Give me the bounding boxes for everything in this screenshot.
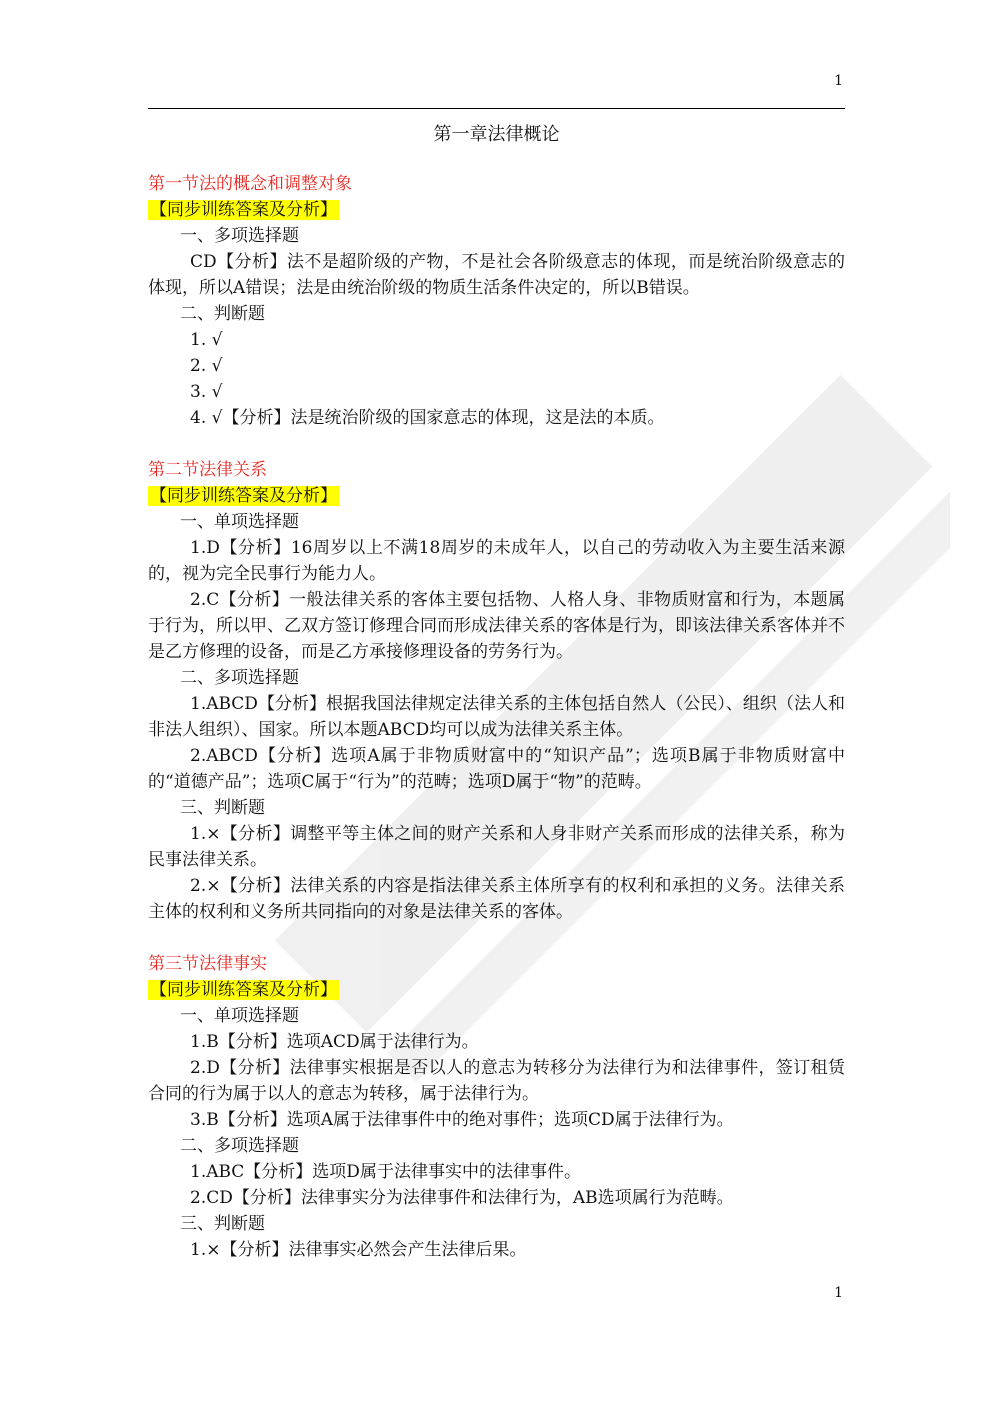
answer-paragraph: 2.×【分析】法律关系的内容是指法律关系主体所享有的权利和承担的义务。法律关系主体的权利和义务所共同指向的对象是法律关系的客体。 bbox=[148, 876, 845, 922]
answer-paragraph: 1.ABC【分析】选项D属于法律事实中的法律事件。 bbox=[190, 1162, 581, 1182]
answer-paragraph: 1.×【分析】法律事实必然会产生法律后果。 bbox=[190, 1240, 527, 1260]
section-title: 第三节法律事实 bbox=[148, 954, 267, 974]
answer-paragraph: 1.ABCD【分析】根据我国法律规定法律关系的主体包括自然人（公民）、组织（法人和非法人组织）、国家。所以本题ABCD均可以成为法律关系主体。 bbox=[148, 694, 845, 740]
question-type-heading: 一、单项选择题 bbox=[180, 1006, 299, 1026]
header-rule bbox=[148, 108, 845, 109]
answer-item: 2. √ bbox=[190, 356, 223, 376]
document-body bbox=[148, 171, 845, 1263]
section-3 bbox=[148, 951, 845, 1263]
section-title: 第一节法的概念和调整对象 bbox=[148, 174, 352, 194]
answer-tag: 【同步训练答案及分析】 bbox=[150, 486, 337, 506]
answer-paragraph: CD【分析】法不是超阶级的产物，不是社会各阶级意志的体现，而是统治阶级意志的体现，所以A错误；法是由统治阶级的物质生活条件决定的，所以B错误。 bbox=[148, 252, 845, 298]
question-type-heading: 二、多项选择题 bbox=[180, 668, 299, 688]
answer-item: 1. √ bbox=[190, 330, 223, 350]
answer-item: 4. √【分析】法是统治阶级的国家意志的体现，这是法的本质。 bbox=[190, 408, 665, 428]
answer-paragraph: 1.×【分析】调整平等主体之间的财产关系和人身非财产关系而形成的法律关系，称为民事法律关系。 bbox=[148, 824, 845, 870]
answer-paragraph: 2.D【分析】法律事实根据是否以人的意志为转移分为法律行为和法律事件，签订租赁合同的行为属于以人的意志为转移，属于法律行为。 bbox=[148, 1058, 845, 1104]
answer-paragraph: 3.B【分析】选项A属于法律事件中的绝对事件；选项CD属于法律行为。 bbox=[190, 1110, 734, 1130]
question-type-heading: 二、判断题 bbox=[180, 304, 265, 324]
answer-paragraph: 1.D【分析】16周岁以上不满18周岁的未成年人，以自己的劳动收入为主要生活来源的，视为完全民事行为能力人。 bbox=[148, 538, 845, 584]
page-number-top: 1 bbox=[834, 73, 843, 89]
question-type-heading: 三、判断题 bbox=[180, 798, 265, 818]
question-type-heading: 二、多项选择题 bbox=[180, 1136, 299, 1156]
answer-item: 3. √ bbox=[190, 382, 223, 402]
section-title: 第二节法律关系 bbox=[148, 460, 267, 480]
answer-paragraph: 2.ABCD【分析】选项A属于非物质财富中的“知识产品”；选项B属于非物质财富中的“道德产品”；选项C属于“行为”的范畴；选项D属于“物”的范畴。 bbox=[148, 746, 845, 792]
answer-tag: 【同步训练答案及分析】 bbox=[150, 980, 337, 1000]
section-1 bbox=[148, 171, 845, 431]
question-type-heading: 三、判断题 bbox=[180, 1214, 265, 1234]
answer-paragraph: 2.CD【分析】法律事实分为法律事件和法律行为，AB选项属行为范畴。 bbox=[190, 1188, 734, 1208]
chapter-title: 第一章法律概论 bbox=[433, 124, 560, 145]
answer-paragraph: 1.B【分析】选项ACD属于法律行为。 bbox=[190, 1032, 479, 1052]
page-number-bottom: 1 bbox=[834, 1285, 843, 1301]
answer-tag: 【同步训练答案及分析】 bbox=[150, 200, 337, 220]
answer-paragraph: 2.C【分析】一般法律关系的客体主要包括物、人格人身、非物质财富和行为，本题属于行为，所以甲、乙双方签订修理合同而形成法律关系的客体是行为，即该法律关系客体并不是乙方修理的设备，而是乙方承接修理设备的劳务行为。 bbox=[148, 590, 845, 662]
section-2 bbox=[148, 457, 845, 925]
question-type-heading: 一、多项选择题 bbox=[180, 226, 299, 246]
question-type-heading: 一、单项选择题 bbox=[180, 512, 299, 532]
